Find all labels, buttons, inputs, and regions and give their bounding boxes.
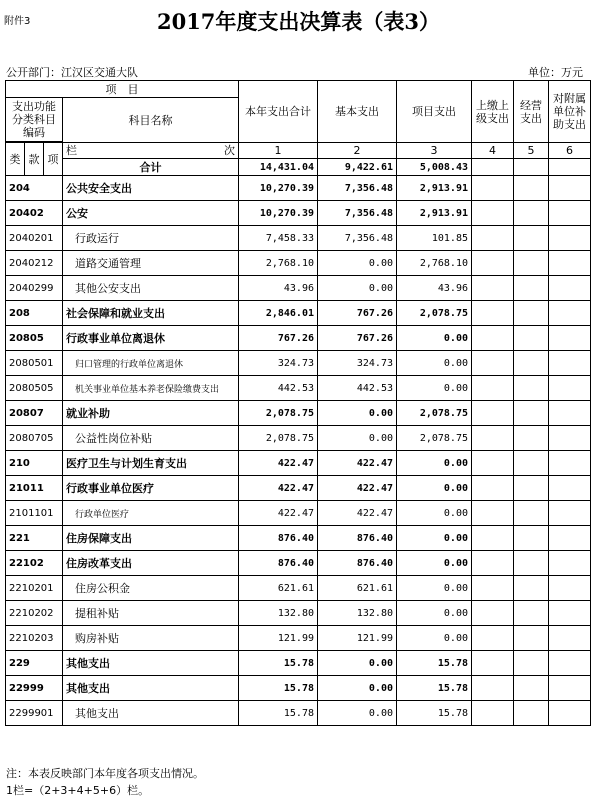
row-empty-cell [514, 476, 549, 501]
row-total: 15.78 [239, 676, 318, 701]
row-code: 2080501 [6, 351, 63, 376]
row-project: 0.00 [397, 626, 472, 651]
table-row [6, 326, 591, 351]
row-code: 21011 [6, 476, 63, 501]
row-total: 767.26 [239, 326, 318, 351]
row-total: 15.78 [239, 701, 318, 726]
row-name: 行政事业单位离退休 [63, 326, 239, 351]
row-empty-cell [472, 376, 514, 401]
col-num-4: 4 [472, 143, 514, 159]
row-name: 行政事业单位医疗 [63, 476, 239, 501]
row-empty-cell [472, 701, 514, 726]
col-num-5: 5 [514, 143, 549, 159]
row-empty-cell [549, 176, 591, 201]
row-empty-cell [549, 476, 591, 501]
table-row [6, 601, 591, 626]
row-empty-cell [472, 576, 514, 601]
row-empty-cell [549, 351, 591, 376]
row-basic: 7,356.48 [318, 226, 397, 251]
row-empty-cell [549, 301, 591, 326]
row-total: 422.47 [239, 476, 318, 501]
table-row [6, 426, 591, 451]
row-empty-cell [514, 601, 549, 626]
row-project: 0.00 [397, 576, 472, 601]
row-basic: 422.47 [318, 476, 397, 501]
row-code: 2210202 [6, 601, 63, 626]
row-empty-cell [549, 376, 591, 401]
row-empty-cell [549, 401, 591, 426]
row-name: 其他支出 [63, 676, 239, 701]
row-code: 2080705 [6, 426, 63, 451]
row-basic: 0.00 [318, 251, 397, 276]
row-name: 住房保障支出 [63, 526, 239, 551]
total-total: 14,431.04 [239, 159, 318, 176]
row-name: 就业补助 [63, 401, 239, 426]
row-empty-cell [514, 526, 549, 551]
row-empty-cell [549, 676, 591, 701]
row-total: 2,768.10 [239, 251, 318, 276]
col-num-6: 6 [549, 143, 591, 159]
table-row [6, 276, 591, 301]
row-project: 0.00 [397, 476, 472, 501]
row-project: 0.00 [397, 551, 472, 576]
row-total: 2,846.01 [239, 301, 318, 326]
header-basic: 基本支出 [318, 81, 397, 143]
row-empty-cell [472, 301, 514, 326]
row-total: 324.73 [239, 351, 318, 376]
row-total: 121.99 [239, 626, 318, 651]
row-empty-cell [514, 376, 549, 401]
header-item: 项 目 [6, 81, 239, 98]
row-code: 208 [6, 301, 63, 326]
row-basic: 876.40 [318, 526, 397, 551]
row-empty-cell [472, 476, 514, 501]
row-name: 购房补贴 [63, 626, 239, 651]
row-total: 7,458.33 [239, 226, 318, 251]
row-empty-cell [472, 451, 514, 476]
row-empty-cell [549, 326, 591, 351]
row-name: 住房公积金 [63, 576, 239, 601]
row-empty-cell [549, 426, 591, 451]
row-code: 2040201 [6, 226, 63, 251]
total-basic: 9,422.61 [318, 159, 397, 176]
row-project: 0.00 [397, 501, 472, 526]
header-lan: 栏 [66, 144, 77, 157]
row-empty-cell [514, 551, 549, 576]
row-empty-cell [549, 601, 591, 626]
row-empty-cell [514, 226, 549, 251]
row-empty-cell [514, 276, 549, 301]
table-row [6, 301, 591, 326]
row-empty-cell [472, 201, 514, 226]
row-name: 公安 [63, 201, 239, 226]
row-empty-cell [549, 226, 591, 251]
col-num-1: 1 [239, 143, 318, 159]
row-basic: 0.00 [318, 701, 397, 726]
row-empty-cell [514, 326, 549, 351]
row-empty-cell [472, 501, 514, 526]
row-code: 2040212 [6, 251, 63, 276]
row-basic: 767.26 [318, 326, 397, 351]
row-total: 876.40 [239, 526, 318, 551]
header-subject-name: 科目名称 [63, 98, 239, 143]
row-project: 0.00 [397, 351, 472, 376]
row-total: 621.61 [239, 576, 318, 601]
table-row [6, 526, 591, 551]
row-total: 2,078.75 [239, 401, 318, 426]
row-name: 归口管理的行政单位离退休 [63, 351, 239, 376]
row-total: 15.78 [239, 651, 318, 676]
table-row [6, 576, 591, 601]
row-project: 0.00 [397, 376, 472, 401]
row-empty-cell [514, 576, 549, 601]
row-basic: 876.40 [318, 551, 397, 576]
row-empty-cell [472, 226, 514, 251]
row-code: 229 [6, 651, 63, 676]
row-empty-cell [472, 351, 514, 376]
row-empty-cell [514, 351, 549, 376]
row-empty-cell [549, 551, 591, 576]
table-row [6, 351, 591, 376]
table-row [6, 676, 591, 701]
total-label: 合计 [63, 159, 239, 176]
row-project: 2,768.10 [397, 251, 472, 276]
row-basic: 0.00 [318, 276, 397, 301]
footnote-line: 1栏=（2+3+4+5+6）栏。 [6, 784, 150, 797]
table-row [6, 626, 591, 651]
header-total: 本年支出合计 [239, 81, 318, 143]
row-empty-cell [514, 676, 549, 701]
row-basic: 767.26 [318, 301, 397, 326]
row-empty-cell [549, 576, 591, 601]
table-row [6, 176, 591, 201]
row-empty-cell [549, 201, 591, 226]
row-empty-cell [514, 651, 549, 676]
row-name: 行政单位医疗 [63, 501, 239, 526]
row-code: 2210203 [6, 626, 63, 651]
row-code: 2080505 [6, 376, 63, 401]
row-project: 15.78 [397, 701, 472, 726]
row-name: 住房改革支出 [63, 551, 239, 576]
row-empty-cell [472, 251, 514, 276]
row-empty-cell [549, 651, 591, 676]
table-row [6, 451, 591, 476]
row-empty-cell [472, 651, 514, 676]
row-empty-cell [472, 626, 514, 651]
row-basic: 442.53 [318, 376, 397, 401]
page-title: 2017年度支出决算表（表3） [156, 9, 441, 34]
row-empty-cell [514, 426, 549, 451]
row-total: 10,270.39 [239, 176, 318, 201]
row-name: 其他支出 [63, 701, 239, 726]
row-code: 210 [6, 451, 63, 476]
row-empty-cell [514, 201, 549, 226]
row-code: 20807 [6, 401, 63, 426]
row-basic: 621.61 [318, 576, 397, 601]
col-num-3: 3 [397, 143, 472, 159]
header-project: 项目支出 [397, 81, 472, 143]
attachment-label: 附件3 [4, 16, 31, 27]
table-row [6, 476, 591, 501]
row-project: 2,913.91 [397, 201, 472, 226]
row-empty-cell [549, 276, 591, 301]
row-name: 道路交通管理 [63, 251, 239, 276]
header-ci: 次 [224, 144, 235, 157]
row-empty-cell [472, 601, 514, 626]
row-name: 公益性岗位补贴 [63, 426, 239, 451]
row-empty-cell [472, 176, 514, 201]
row-code: 20402 [6, 201, 63, 226]
row-code: 22102 [6, 551, 63, 576]
table-row [6, 226, 591, 251]
row-empty-cell [472, 276, 514, 301]
header-lan-ci [63, 143, 239, 159]
row-code: 20805 [6, 326, 63, 351]
row-total: 422.47 [239, 501, 318, 526]
row-empty-cell [549, 526, 591, 551]
row-name: 公共安全支出 [63, 176, 239, 201]
row-basic: 0.00 [318, 676, 397, 701]
header-kuan: 款 [25, 143, 44, 176]
row-code: 2040299 [6, 276, 63, 301]
row-total: 10,270.39 [239, 201, 318, 226]
row-basic: 324.73 [318, 351, 397, 376]
row-name: 行政运行 [63, 226, 239, 251]
row-total: 876.40 [239, 551, 318, 576]
row-basic: 0.00 [318, 426, 397, 451]
department-label: 公开部门：江汉区交通大队 [6, 66, 138, 79]
row-project: 15.78 [397, 676, 472, 701]
header-upper: 上缴上级支出 [472, 81, 514, 143]
row-code: 2101101 [6, 501, 63, 526]
row-name: 其他支出 [63, 651, 239, 676]
row-empty-cell [514, 626, 549, 651]
row-basic: 422.47 [318, 501, 397, 526]
row-project: 2,078.75 [397, 301, 472, 326]
row-code: 2299901 [6, 701, 63, 726]
row-basic: 0.00 [318, 651, 397, 676]
header-business: 经营支出 [514, 81, 549, 143]
table-row [6, 201, 591, 226]
row-total: 422.47 [239, 451, 318, 476]
row-basic: 121.99 [318, 626, 397, 651]
row-project: 0.00 [397, 526, 472, 551]
row-empty-cell [472, 551, 514, 576]
row-empty-cell [514, 251, 549, 276]
header-lei: 类 [6, 143, 25, 176]
table-row [6, 401, 591, 426]
row-code: 22999 [6, 676, 63, 701]
row-empty-cell [514, 176, 549, 201]
row-empty-cell [472, 526, 514, 551]
row-empty-cell [549, 701, 591, 726]
row-project: 15.78 [397, 651, 472, 676]
row-code: 2210201 [6, 576, 63, 601]
row-basic: 0.00 [318, 401, 397, 426]
table-row [6, 651, 591, 676]
row-empty-cell [549, 501, 591, 526]
row-empty-cell [514, 701, 549, 726]
total-row [6, 159, 591, 176]
row-project: 0.00 [397, 326, 472, 351]
row-total: 442.53 [239, 376, 318, 401]
header-func-code: 支出功能分类科目编码 [6, 98, 63, 142]
row-name: 其他公安支出 [63, 276, 239, 301]
row-total: 132.80 [239, 601, 318, 626]
row-project: 2,078.75 [397, 426, 472, 451]
footnote-line: 注：本表反映部门本年度各项支出情况。 [6, 767, 204, 780]
row-total: 2,078.75 [239, 426, 318, 451]
row-total: 43.96 [239, 276, 318, 301]
table-row [6, 251, 591, 276]
row-name: 机关事业单位基本养老保险缴费支出 [63, 376, 239, 401]
row-empty-cell [514, 401, 549, 426]
row-empty-cell [472, 426, 514, 451]
row-basic: 7,356.48 [318, 201, 397, 226]
table-row [6, 501, 591, 526]
row-name: 提租补贴 [63, 601, 239, 626]
row-project: 2,913.91 [397, 176, 472, 201]
row-project: 0.00 [397, 451, 472, 476]
row-empty-cell [472, 676, 514, 701]
row-project: 0.00 [397, 601, 472, 626]
table-row [6, 376, 591, 401]
header-subsidiary: 对附属单位补助支出 [549, 81, 591, 143]
row-basic: 422.47 [318, 451, 397, 476]
row-empty-cell [549, 251, 591, 276]
row-empty-cell [472, 401, 514, 426]
row-code: 204 [6, 176, 63, 201]
row-empty-cell [514, 301, 549, 326]
unit-label: 单位：万元 [528, 66, 583, 79]
row-name: 医疗卫生与计划生育支出 [63, 451, 239, 476]
row-code: 221 [6, 526, 63, 551]
col-num-2: 2 [318, 143, 397, 159]
row-basic: 132.80 [318, 601, 397, 626]
row-basic: 7,356.48 [318, 176, 397, 201]
row-empty-cell [549, 451, 591, 476]
total-project: 5,008.43 [397, 159, 472, 176]
expenditure-table [5, 80, 591, 726]
row-empty-cell [549, 626, 591, 651]
row-empty-cell [514, 451, 549, 476]
header-xiang: 项 [44, 143, 63, 176]
table-row [6, 701, 591, 726]
row-project: 101.85 [397, 226, 472, 251]
table-row [6, 551, 591, 576]
row-empty-cell [514, 501, 549, 526]
row-empty-cell [472, 326, 514, 351]
row-name: 社会保障和就业支出 [63, 301, 239, 326]
row-project: 2,078.75 [397, 401, 472, 426]
row-project: 43.96 [397, 276, 472, 301]
